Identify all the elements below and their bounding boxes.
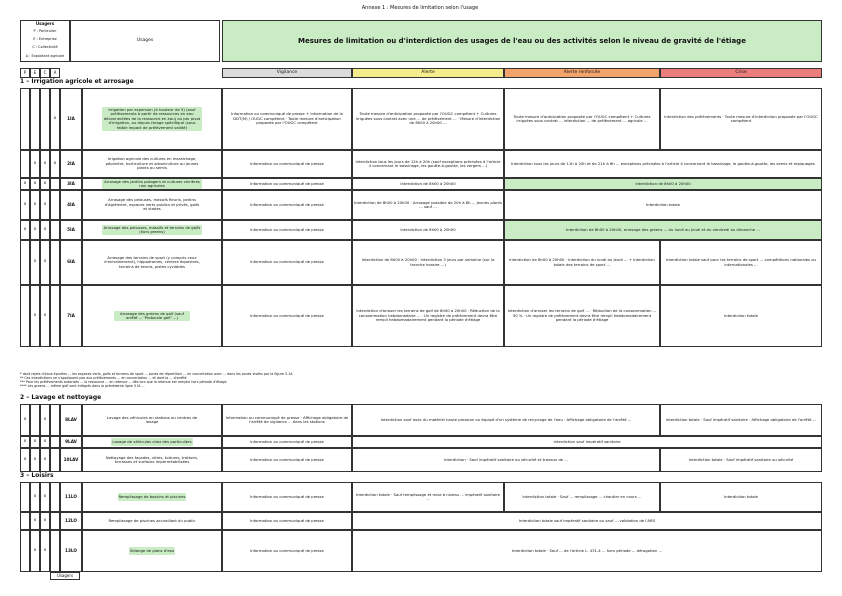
row-code: 7IA (60, 285, 82, 347)
row-code: 2IA (60, 150, 82, 178)
vigilance-cell: Information ou communiqué de presse (222, 190, 352, 220)
alerte-cell: Interdiction d'arroser les terrains de golf de 8h00 à 20h00 · Réduction de la consommation hebdomadaire ... · Un registre de prélèvement devra être rempli hebdomadairement pendant la période d'étiage (352, 285, 504, 347)
col-e: E (30, 68, 40, 78)
user-mark-cell: x (50, 150, 60, 178)
notes-block (20, 372, 822, 394)
row-code: 5IA (60, 220, 82, 240)
alerte-cell: Interdiction de 8h00 à 20h00 · Arrosage possible de 20h à 8h ... jeunes plants ... sauf ... (352, 190, 504, 220)
crise-cell: Interdiction totale sauf pour les terrains de sport ... compétitions nationales ou internationales ... (660, 240, 822, 285)
usage-label: Arrosage des jardins potagers et cultures vivrières non agricoles (102, 179, 202, 190)
vigilance-cell: Information ou communiqué de presse (222, 512, 352, 530)
section-1-table (20, 88, 822, 370)
usage-cell (82, 178, 222, 190)
alerte-renforcee-merged-cell: Interdiction de 8h00 à 20h00 (504, 178, 822, 190)
user-mark-cell: x (30, 178, 40, 190)
vigilance-cell: Information ou communiqué de presse (222, 285, 352, 347)
vigilance-cell: Information ou communiqué de presse + Information de la DDT(M) / OUGC compétent · Toute mesure d'anticipation proposée par l'OUGC compétent (222, 88, 352, 150)
alerte-renforcee-cell: Interdiction de 8h00 à 20h00 · Interdiction du lundi au jeudi ... + Interdiction totale des terrains de sport ... (504, 240, 660, 285)
legend-box (20, 20, 70, 62)
usage-cell (82, 240, 222, 285)
usage-label: Arrosage des pelouses, massifs et terrains de golfs (hors greens) (103, 224, 201, 234)
alerte-merged-cell: Interdiction totale · Sauf ... de l'article L. 431-4 ... hors période ... dérogation ... (352, 530, 822, 572)
user-mark-cell: x (30, 285, 40, 347)
user-mark-cell (50, 190, 60, 220)
usage-label: Arrosage des greens de golf (sauf arrêté ... 'Protocole golf' ...) (114, 311, 190, 322)
vigilance-cell: Information ou communiqué de presse (222, 240, 352, 285)
section-3-table (20, 482, 822, 572)
user-mark-cell (50, 220, 60, 240)
usage-label: Vidange de plans d'eau (129, 547, 176, 555)
vigilance-cell: Information ou communiqué de presse (222, 436, 352, 448)
user-mark-cell: x (20, 404, 30, 436)
user-mark-cell: x (30, 220, 40, 240)
note-line: * dont rejets d'eaux épurées ... les espaces verts, golfs et terrains de sport ... zones de répartition ... en concertation avec ... dans les zones visées par la figure 5.1A (20, 372, 293, 376)
alerte-cell: Interdiction de 8h00 à 20h00 (352, 178, 504, 190)
section-title: 3 – Loisirs (20, 472, 54, 479)
note-line: **** Les greens ... même golf sont intégrés dans la précédente ligne 5 IA ... (20, 384, 145, 388)
level-alerte-renforcee: Alerte renforcée (504, 68, 660, 78)
crise-cell: Interdiction totale · Sauf impératif sanitaire · Affichage obligatoire de l'arrêté ... (660, 404, 822, 436)
row-code: 13LO (60, 530, 82, 572)
user-mark-cell: x (30, 530, 40, 572)
user-mark-cell: x (40, 178, 50, 190)
alerte-renforcee-merged-cell: Interdiction tous les jours de 11h à 20h et de 21h à 6h ... exceptions précisées à l'article 4 concernant le bassinage, le goutte-à-goutte, les semis et repiquages (504, 150, 822, 178)
row-code: 3IA (60, 178, 82, 190)
usage-label: Remplissage de piscines accueillant du public (108, 517, 196, 523)
level-vigilance: Vigilance (222, 68, 352, 78)
legend-heading: Usagers (35, 20, 55, 26)
user-mark-cell (20, 88, 30, 150)
user-mark-cell (20, 285, 30, 347)
alerte-merged-cell: Interdiction sauf avec du matériel haute pression ou équipé d'un système de recyclage de l'eau · Affichage obligatoire de l'arrêté ... (352, 404, 660, 436)
alerte-merged-cell: Interdiction sauf impératif sanitaire (352, 436, 822, 448)
user-mark-cell (20, 482, 30, 512)
user-mark-cell: x (40, 150, 50, 178)
legend-item: C : Collectivité (32, 44, 58, 49)
crise-cell: Interdiction des prélèvements · Toute mesure d'interdiction proposée par l'OUGC compétent (660, 88, 822, 150)
section-title: 1 – Irrigation agricole et arrosage (20, 78, 134, 85)
user-mark-cell: x (20, 190, 30, 220)
usage-cell (82, 220, 222, 240)
usage-cell (82, 448, 222, 472)
user-mark-cell: x (40, 240, 50, 285)
usage-label: Irrigation par aspersion (à hauteur de 5) (sauf prélèvements à partir de ressources en eau déconnectées de la ressource en eau) ou par pivot d'irrigation, ou depuis forage spécifique (sous faible impact de prélèvement validé) (103, 106, 201, 130)
user-mark-cell (20, 530, 30, 572)
user-mark-cell (50, 530, 60, 572)
row-code: 10LAV (60, 448, 82, 472)
alerte-merged-cell: Interdiction · Sauf impératif sanitaire ou sécurité et travaux de ... (352, 448, 660, 472)
alerte-cell: Toute mesure d'anticipation proposée par l'OUGC compétent + Cultures irriguées sous contrat avec une ... de prélèvement ... · Mesure d'interdiction de 8h00 à 20h00 ... (352, 88, 504, 150)
user-mark-cell: x (40, 285, 50, 347)
usage-cell (82, 150, 222, 178)
row-code: 1IA (60, 88, 82, 150)
row-code: 9LAV (60, 436, 82, 448)
legend-item: E : Entreprise (33, 36, 57, 41)
user-mark-cell: x (20, 436, 30, 448)
user-mark-cell (50, 448, 60, 472)
alerte-renforcee-cell: Interdiction totale · Sauf ... remplissage ... chantier en cours ... (504, 482, 660, 512)
usage-cell (82, 88, 222, 150)
crise-cell: Interdiction totale (660, 285, 822, 347)
alerte-cell: Interdiction de 8h00 à 20h00 · Interdiction 3 jours par semaine (sur la tranche horaire ...) (352, 240, 504, 285)
user-mark-cell (30, 404, 40, 436)
user-mark-cell: x (40, 404, 50, 436)
alerte-cell: Interdiction tous les jours de 12h à 20h (sauf exceptions précisées à l'article 4 concernant le bassinage, les goutte-à-goutte, les vergers ...) (352, 150, 504, 178)
crise-cell: Interdiction totale (660, 482, 822, 512)
user-mark-cell: x (20, 178, 30, 190)
level-header-row (20, 68, 822, 78)
alerte-renforcee-merged-cell: Interdiction de 8h00 à 20h00, arrosage des greens ... du lundi au jeudi et du vendredi au dimanche ... (504, 220, 822, 240)
user-mark-cell (50, 512, 60, 530)
usage-cell (82, 482, 222, 512)
legend-item: A : Exploitant agricole (25, 53, 65, 58)
vigilance-cell: Information ou communiqué de presse · Affichage obligatoire de l'arrêté de vigilance ... dans les stations (222, 404, 352, 436)
col-a: A (50, 68, 60, 78)
user-mark-cell (50, 436, 60, 448)
row-code: 4IA (60, 190, 82, 220)
usage-label: Arrosage des terrains de sport (y compris ceux d'entraînement), hippodromes, centres équestres, terrains de tennis, pistes cyclables (104, 254, 200, 269)
crise-cell: Interdiction totale · Sauf impératif sanitaire ou sécurité (660, 448, 822, 472)
user-mark-cell: x (30, 240, 40, 285)
user-mark-cell: x (40, 220, 50, 240)
alerte-renforcee-cell: Interdiction d'arroser les terrains de golf ... · Réduction de la consommation ... 50 % · Un registre de prélèvement devra être rempli hebdomadairement pendant la période d'étiage (504, 285, 660, 347)
usage-cell (82, 404, 222, 436)
user-mark-cell (50, 404, 60, 436)
col-p: P (20, 68, 30, 78)
alerte-merged-cell: Interdiction totale sauf impératif sanitaire ou sauf ... validation de l'ARS (352, 512, 822, 530)
col-c: C (40, 68, 50, 78)
section-title: 2 – Lavage et nettoyage (20, 394, 102, 401)
page-title: Annexe 1 : Mesures de limitation selon l'usage (361, 4, 479, 11)
legend-item: P : Particulier (33, 28, 57, 33)
user-mark-cell: x (30, 150, 40, 178)
user-mark-cell: x (30, 482, 40, 512)
user-mark-cell (50, 240, 60, 285)
vigilance-cell: Information ou communiqué de presse (222, 178, 352, 190)
usage-label: Lavage des véhicules en stations ou centres de lavage (106, 414, 198, 424)
usage-cell (82, 436, 222, 448)
user-mark-cell: x (20, 220, 30, 240)
usage-cell (82, 530, 222, 572)
user-mark-cell: x (40, 436, 50, 448)
user-mark-cell (50, 482, 60, 512)
usages-header: Usages (70, 20, 220, 62)
usage-label: Remplissage de bassins et piscines (118, 493, 187, 501)
vigilance-cell: Information ou communiqué de presse (222, 482, 352, 512)
level-alerte: Alerte (352, 68, 504, 78)
usage-label: Irrigation agricole des cultures en maraîchage, pépinière, horticulture et arboriculture ou jeunes plants ou semis (105, 156, 199, 171)
vigilance-cell: Information ou communiqué de presse (222, 220, 352, 240)
user-mark-cell: x (50, 88, 60, 150)
user-mark-cell: x (40, 482, 50, 512)
alerte-cell: Interdiction totale · Sauf remplissage et mise à niveau ... impératif sanitaire ... (352, 482, 504, 512)
section-2-table (20, 404, 822, 472)
user-mark-cell (20, 512, 30, 530)
level-crise: Crise (660, 68, 822, 78)
user-mark-cell (50, 178, 60, 190)
user-mark-cell: x (30, 436, 40, 448)
user-mark-cell: x (40, 512, 50, 530)
banner-title: Mesures de limitation ou d'interdiction des usages de l'eau ou des activités selon le niveau de gravité de l'étiage (222, 20, 822, 62)
user-mark-cell (20, 150, 30, 178)
alerte-cell: Interdiction de 8h00 à 20h00 (352, 220, 504, 240)
usage-cell (82, 190, 222, 220)
user-mark-cell (50, 285, 60, 347)
note-line: *** Pour les prélèvements autorisés ... la ressource ... en retenue ... dès lors que la retenue est remplie hors période d'étiage (20, 380, 227, 384)
vigilance-cell: Information ou communiqué de presse (222, 150, 352, 178)
user-mark-cell: x (40, 190, 50, 220)
usage-label: Nettoyage des façades, vitres, toitures, trottoirs, terrasses et surfaces imperméabilisées (105, 454, 199, 464)
user-mark-cell: x (30, 190, 40, 220)
user-mark-cell: x (30, 512, 40, 530)
user-mark-cell (20, 240, 30, 285)
usage-label: Arrosage des pelouses, massifs fleuris, jardins d'agrément, espaces verts publics et privés, golfs et stades (104, 197, 200, 212)
row-code: 11LO (60, 482, 82, 512)
usage-cell (82, 512, 222, 530)
row-code: 12LO (60, 512, 82, 530)
alerte-renforcee-merged-cell: Interdiction totale (504, 190, 822, 220)
row-code: 6IA (60, 240, 82, 285)
user-mark-cell: x (40, 530, 50, 572)
usage-label: Lavage de véhicules chez des particuliers (111, 438, 192, 446)
user-mark-cell: x (40, 448, 50, 472)
vigilance-cell: Information ou communiqué de presse (222, 448, 352, 472)
user-mark-cell (30, 88, 40, 150)
row-code: 8LAV (60, 404, 82, 436)
user-mark-cell (40, 88, 50, 150)
footer-usagers: Usagers (50, 572, 80, 580)
user-mark-cell: x (20, 448, 30, 472)
usage-cell (82, 285, 222, 347)
note-line: ** Ces interdictions ne s'appliquent pas aux prélèvements ... en concertation ... et dont la ... d'arrêté (20, 376, 187, 380)
vigilance-cell: Information ou communiqué de presse (222, 530, 352, 572)
user-mark-cell: x (30, 448, 40, 472)
alerte-renforcee-cell: Toute mesure d'anticipation proposée par l'OUGC compétent + Cultures irriguées sous contrat ... interdiction ... de prélèvement ... agricole ... (504, 88, 660, 150)
